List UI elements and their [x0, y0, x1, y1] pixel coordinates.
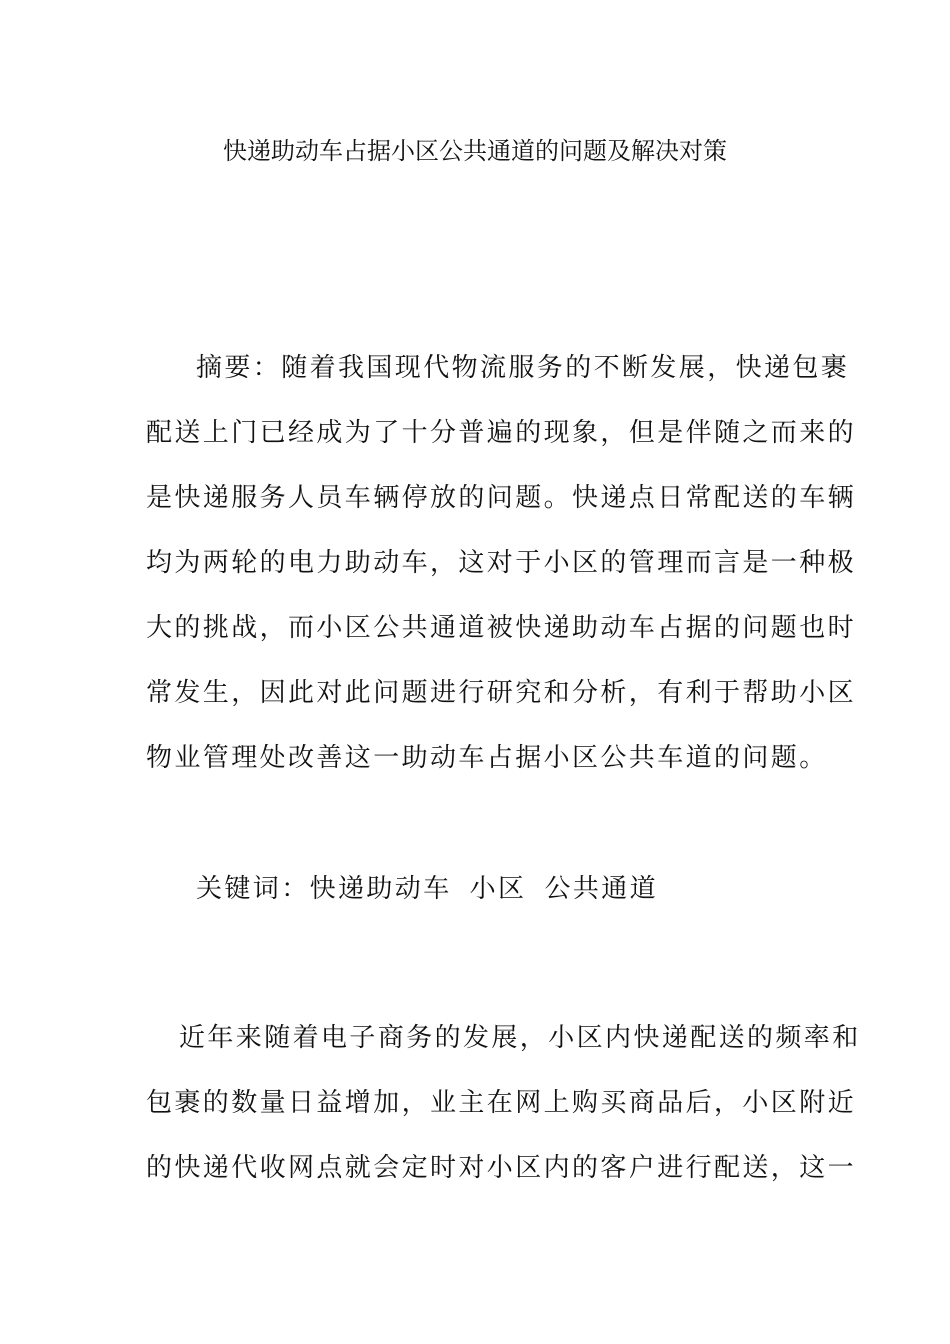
abstract-line: 均为两轮的电力助动车，这对于小区的管理而言是一种极 [146, 548, 857, 578]
abstract-line: 摘要：随着我国现代物流服务的不断发展，快递包裹 [196, 353, 850, 383]
keyword-item: 快递助动车 [309, 874, 452, 904]
abstract-line: 物业管理处改善这一助动车占据小区公共车道的问题。 [146, 743, 828, 773]
keywords-label: 关键词： [196, 874, 310, 904]
body-line: 包裹的数量日益增加，业主在网上购买商品后，小区附近 [146, 1088, 857, 1118]
keywords-section [146, 857, 810, 922]
abstract-section [146, 336, 857, 791]
abstract-line: 配送上门已经成为了十分普遍的现象，但是伴随之而来的 [146, 418, 857, 448]
body-line: 近年来随着电子商务的发展，小区内快递配送的频率和 [179, 1023, 861, 1053]
abstract-line: 是快递服务人员车辆停放的问题。快递点日常配送的车辆 [146, 483, 857, 513]
body-line: 的快递代收网点就会定时对小区内的客户进行配送，这一 [146, 1153, 857, 1183]
keywords-line [146, 857, 810, 922]
abstract-line: 常发生，因此对此问题进行研究和分析，有利于帮助小区 [146, 678, 857, 708]
keyword-item: 公共通道 [544, 874, 659, 904]
abstract-line: 大的挑战，而小区公共通道被快递助动车占据的问题也时 [146, 613, 857, 643]
keyword-item: 小区 [469, 874, 527, 904]
document-title: 快递助动车占据小区公共通道的问题及解决对策 [223, 137, 727, 165]
body-paragraph [146, 1006, 861, 1201]
